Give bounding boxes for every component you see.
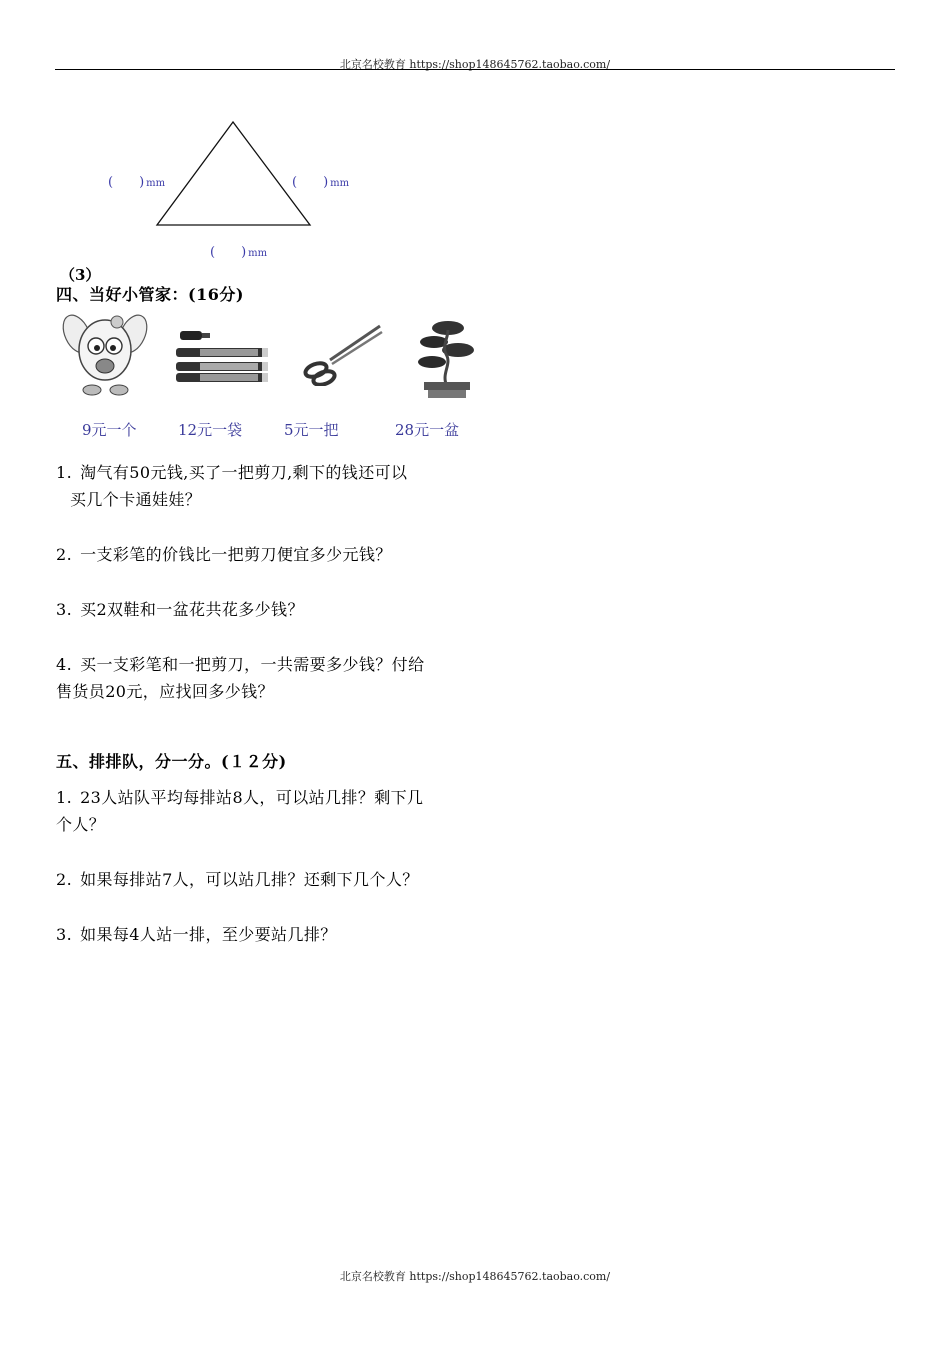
price-bonsai: 28元一盆 (395, 421, 460, 439)
question-number-3: （3） (60, 266, 101, 284)
section-4-question-1: 1. 淘气有50元钱,买了一把剪刀,剩下的钱还可以 买几个卡通娃娃？ (56, 463, 408, 509)
price-doll: 9元一个 (82, 421, 137, 439)
section-5-title: 五、排排队，分一分。(１２分) (56, 752, 287, 771)
section-5-question-1: 1. 23人站队平均每排站8人，可以站几排？剩下几 个人？ (56, 788, 424, 834)
section-4-question-4: 4. 买一支彩笔和一把剪刀，一共需要多少钱？付给 售货员20元，应找回多少钱？ (56, 655, 425, 701)
triangle-bottom-side-label: ( ) mm (210, 245, 268, 260)
page-header: 北京名校教育 https://shop148645762.taobao.com/ (339, 58, 611, 71)
scissors-icon (300, 322, 384, 386)
price-markers: 12元一袋 (178, 421, 243, 439)
triangle-left-side-label: ( ) mm (108, 175, 166, 190)
section-5-question-3: 3. 如果每4人站一排，至少要站几排？ (56, 925, 337, 944)
header-divider (55, 69, 895, 70)
cartoon-doll-icon (62, 306, 148, 400)
bonsai-plant-icon (412, 318, 476, 400)
section-5-question-2: 2. 如果每排站7人，可以站几排？还剩下几个人？ (56, 870, 419, 889)
markers-icon (170, 324, 274, 384)
section-4-question-3: 3. 买2双鞋和一盆花共花多少钱？ (56, 600, 304, 619)
section-4-title: 四、当好小管家：(16分) (56, 285, 244, 304)
section-4-question-2: 2. 一支彩笔的价钱比一把剪刀便宜多少元钱？ (56, 545, 392, 564)
price-scissors: 5元一把 (284, 421, 339, 439)
triangle-right-side-label: ( ) mm (292, 175, 350, 190)
page-footer: 北京名校教育 https://shop148645762.taobao.com/ (339, 1270, 611, 1283)
